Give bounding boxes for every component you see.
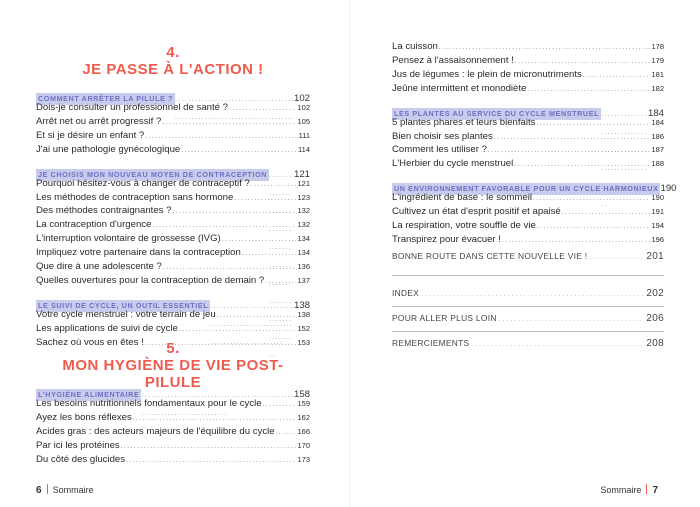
section-title: LES PLANTES AU SERVICE DU CYCLE MENSTRUEL [394,108,600,118]
section-title: LE SUIVI DE CYCLE, UN OUTIL ESSENTIEL [38,300,209,310]
section-page: 138 [293,299,310,311]
chapter-4-heading [36,44,310,78]
toc-entry[interactable]: Quelles ouvertures pour la contraception de demain ? . . . 137 [36,275,310,289]
section-page: 158 [293,389,310,400]
toc-entry[interactable]: Jeûne intermittent et monodiète . . . 182 [392,83,664,97]
toc-entry[interactable]: Que dire à une adolescente ? . . . 136 [36,261,310,275]
page-number: 6 [36,485,42,496]
toc-entry[interactable]: Comment les utiliser ? . . . 187 [392,144,664,158]
toc-entry[interactable]: L'interruption volontaire de grossesse (IVG) . . . 134 [36,233,310,247]
toc-entry[interactable]: Transpirez pour évacuer ! . . . 196 [392,234,664,248]
toc-entry[interactable]: Acides gras : des acteurs majeurs de l'équilibre du cycle . . . 166 [36,426,310,440]
section-page: 184 [647,107,664,119]
chapter-number: 4. [166,44,180,61]
back-matter [392,250,664,351]
toc-entry[interactable]: Pourquoi hésitez-vous à changer de contraceptif ? . . . 121 [36,178,310,192]
chapter-title: JE PASSE À L'ACTION ! [82,61,264,78]
page-folio [600,484,658,496]
toc-section[interactable] [36,384,310,400]
divider [392,275,664,276]
toc-entry[interactable]: BONNE ROUTE DANS CETTE NOUVELLE VIE ! . . . 201 [392,250,664,264]
section-page: 190 [660,183,677,195]
toc-entry[interactable]: REMERCIEMENTS . . . 208 [392,337,664,351]
folio-label: Sommaire [600,485,642,495]
toc-entry[interactable]: Sachez où vous en êtes ! . . . 153 [36,337,310,351]
toc-entry[interactable]: Votre cycle menstruel : votre terrain de jeu . . . 138 [36,309,310,323]
toc-entry[interactable]: Par ici les protéines . . . 170 [36,440,310,454]
divider [392,331,664,332]
toc-entry[interactable]: Bien choisir ses plantes . . . 186 [392,131,664,145]
right-toc [392,41,677,248]
chapter-number: 5. [166,340,180,357]
toc-entry[interactable]: L'ingrédient de base : le sommeil . . . 190 [392,192,664,206]
toc-entry[interactable]: La contraception d'urgence . . . 132 [36,219,310,233]
section-title: L'HYGIÈNE ALIMENTAIRE [38,390,140,399]
chapter-5-toc [36,380,310,468]
section-page: 102 [293,93,310,104]
toc-entry[interactable]: Des méthodes contraignantes ? . . . 132 [36,205,310,219]
toc-section[interactable] [36,88,310,104]
section-page: 121 [293,168,310,180]
right-page [350,0,700,507]
toc-entry[interactable]: POUR ALLER PLUS LOIN . . . 206 [392,312,664,326]
toc-section[interactable] [36,164,310,180]
toc-entry[interactable]: 5 plantes phares et leurs bienfaits . . . 184 [392,117,664,131]
toc-entry[interactable]: Impliquez votre partenaire dans la contraception . . . 134 [36,247,310,261]
toc-entry[interactable]: INDEX . . . 202 [392,287,664,301]
divider [392,306,664,307]
toc-entry[interactable]: Pensez à l'assaisonnement ! . . . 179 [392,55,664,69]
section-title: UN ENVIRONNEMENT FAVORABLE POUR UN CYCLE HARMONIEUX [394,184,659,194]
folio-label: Sommaire [52,485,94,495]
chapter-title: MON HYGIÈNE DE VIE POST-PILULE [62,357,284,391]
toc-section[interactable] [36,295,310,311]
toc-entry[interactable]: Jus de légumes : le plein de micronutriments . . . 181 [392,69,664,83]
page-folio [36,484,94,496]
toc-entry[interactable]: Du côté des glucides . . . 173 [36,454,310,468]
toc-entry[interactable]: Dois-je consulter un professionnel de santé ? . . . 102 [36,102,310,116]
toc-entry[interactable]: La cuisson . . . 178 [392,41,664,55]
toc-entry[interactable]: L'Herbier du cycle menstruel . . . 188 [392,158,664,172]
toc-section[interactable] [392,103,664,119]
page-number: 7 [652,485,658,496]
toc-entry[interactable]: Cultivez un état d'esprit positif et apaisé . . . 191 [392,206,664,220]
toc-entry[interactable]: La respiration, votre souffle de vie . . . 194 [392,220,664,234]
chapter-4-toc [36,84,310,351]
toc-entry[interactable]: Les applications de suivi de cycle . . . 152 [36,323,310,337]
toc-entry[interactable]: Et si je désire un enfant ? . . . 111 [36,130,310,144]
toc-entry[interactable]: Les méthodes de contraception sans hormone . . . 123 [36,192,310,206]
section-title: COMMENT ARRÊTER LA PILULE ? [38,94,174,103]
section-title: JE CHOISIS MON NOUVEAU MOYEN DE CONTRACEPTION [38,169,268,179]
toc-entry[interactable]: J'ai une pathologie gynécologique . . . 114 [36,144,310,158]
toc-entry[interactable]: Les besoins nutritionnels fondamentaux pour le cycle . . . 159 [36,398,310,412]
toc-entry[interactable]: Ayez les bons réflexes . . . 162 [36,412,310,426]
toc-entry[interactable]: Arrêt net ou arrêt progressif ? . . . 105 [36,116,310,130]
